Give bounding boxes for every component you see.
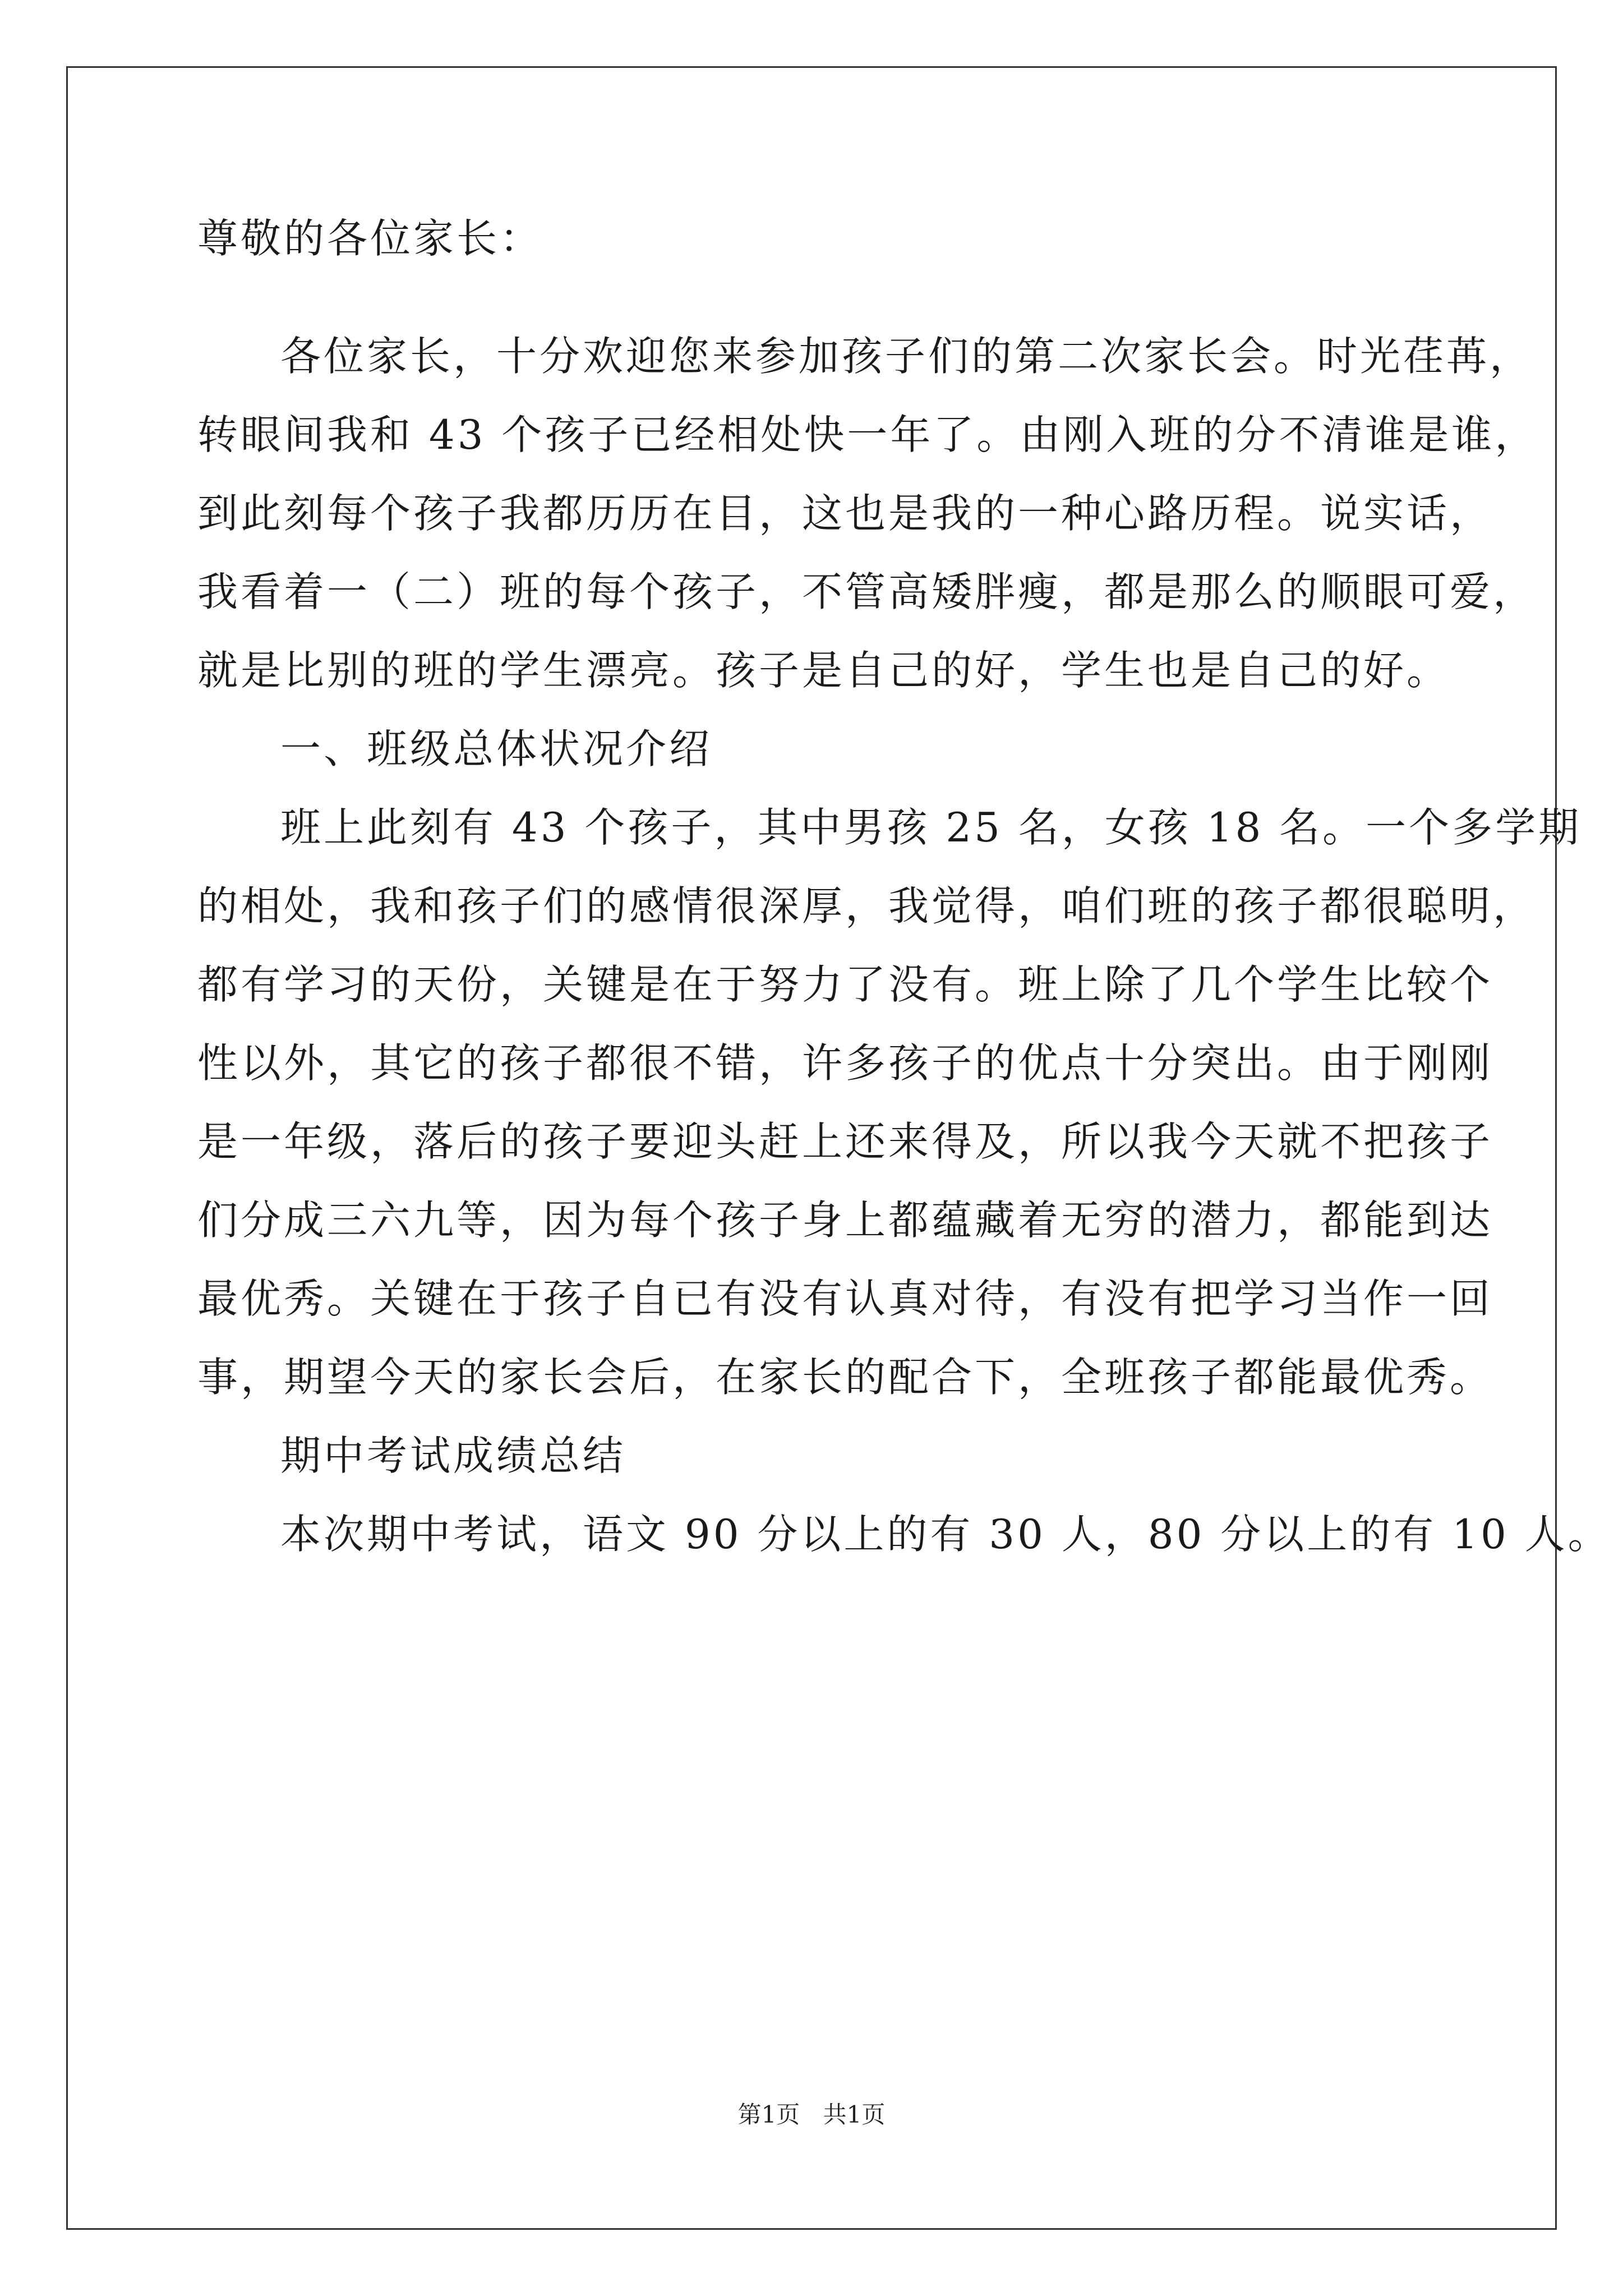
page-number: 第1页: [737, 2101, 800, 2128]
paragraph-line: 的相处，我和孩子们的感情很深厚，我觉得，咱们班的孩子都很聪明，: [197, 882, 1537, 930]
paragraph-line: 到此刻每个孩子我都历历在目，这也是我的一种心路历程。说实话，: [197, 490, 1493, 537]
paragraph-line: 性以外，其它的孩子都很不错，许多孩子的优点十分突出。由于刚刚: [197, 1039, 1493, 1087]
paragraph-line: 是一年级，落后的孩子要迎头赶上还来得及，所以我今天就不把孩子: [197, 1118, 1493, 1165]
section-heading: 期中考试成绩总结: [280, 1432, 626, 1479]
paragraph-line: 班上此刻有 43 个孩子，其中男孩 25 名，女孩 18 名。一个多学期: [280, 804, 1582, 851]
page-footer: [0, 2098, 1623, 2132]
paragraph-line: 本次期中考试，语文 90 分以上的有 30 人，80 分以上的有 10 人。: [280, 1511, 1611, 1558]
paragraph-line: 都有学习的天份，关键是在于努力了没有。班上除了几个学生比较个: [197, 961, 1493, 1008]
paragraph-line: 转眼间我和 43 个孩子已经相处快一年了。由刚入班的分不清谁是谁，: [197, 411, 1538, 458]
paragraph-line: 们分成三六九等，因为每个孩子身上都蕴藏着无穷的潜力，都能到达: [197, 1197, 1493, 1244]
paragraph-line: 最优秀。关键在于孩子自已有没有认真对待，有没有把学习当作一回: [197, 1275, 1493, 1322]
paragraph-line: 我看着一（二）班的每个孩子，不管高矮胖瘦，都是那么的顺眼可爱，: [197, 568, 1537, 615]
paragraph-line: 各位家长，十分欢迎您来参加孩子们的第二次家长会。时光荏苒，: [280, 333, 1533, 380]
paragraph-line: 就是比别的班的学生漂亮。孩子是自己的好，学生也是自己的好。: [197, 647, 1450, 694]
page-total: 共1页: [823, 2101, 886, 2128]
section-heading: 一、班级总体状况介绍: [280, 725, 713, 772]
paragraph-line: 事，期望今天的家长会后，在家长的配合下，全班孩子都能最优秀。: [197, 1354, 1493, 1401]
salutation: 尊敬的各位家长：: [197, 215, 543, 262]
